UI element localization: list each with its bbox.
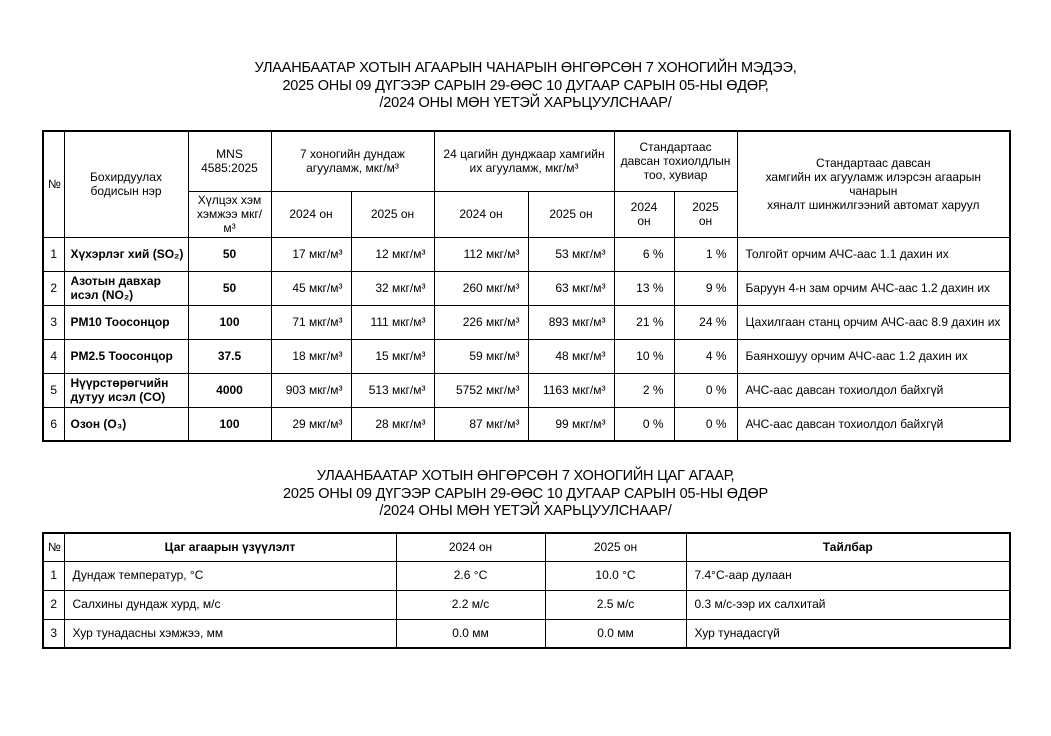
col-header-note: Тайлбар [686, 533, 1010, 561]
cell-max24-2024: 226 мкг/м³ [434, 305, 528, 339]
col-header-year-2024: 2024 он [396, 533, 545, 561]
col-header-pollutant: Бохирдуулах бодисын нэр [64, 131, 188, 237]
cell-limit: 50 [188, 271, 271, 305]
col-header-max24: 24 цагийн дунджаар хамгийн их агууламж, мкг/м³ [434, 131, 614, 191]
cell-avg7-2025: 12 мкг/м³ [351, 237, 434, 271]
col-header-year-2024: 2024 он [434, 191, 528, 237]
table-row [43, 237, 1010, 271]
cell-avg7-2024: 17 мкг/м³ [271, 237, 351, 271]
cell-station: Толгойт орчим АЧС-аас 1.1 дахин их [737, 237, 1010, 271]
cell-limit: 37.5 [188, 339, 271, 373]
col-header-no: № [43, 131, 64, 237]
cell-pollutant: Хүхэрлэг хий (SO₂) [64, 237, 188, 271]
col-header-mns: MNS 4585:2025 [188, 131, 271, 191]
cell-max24-2024: 260 мкг/м³ [434, 271, 528, 305]
cell-no: 5 [43, 373, 64, 407]
cell-indicator: Хур тунадасны хэмжээ, мм [64, 619, 396, 648]
cell-station: АЧС-аас давсан тохиолдол байхгүй [737, 407, 1010, 441]
cell-pct-2024: 13 % [614, 271, 674, 305]
cell-avg7-2024: 29 мкг/м³ [271, 407, 351, 441]
cell-2025-value: 10.0 °С [545, 561, 686, 590]
cell-pct-2025: 1 % [674, 237, 737, 271]
station-header-line: хяналт шинжилгээний автомат харуул [767, 198, 980, 213]
cell-limit: 100 [188, 305, 271, 339]
cell-pct-2024: 6 % [614, 237, 674, 271]
cell-pct-2024: 2 % [614, 373, 674, 407]
air-quality-title [0, 60, 1051, 113]
cell-pct-2024: 10 % [614, 339, 674, 373]
cell-pollutant: PM10 Тоосонцор [64, 305, 188, 339]
cell-pct-2024: 21 % [614, 305, 674, 339]
cell-max24-2025: 53 мкг/м³ [528, 237, 614, 271]
cell-pollutant: Озон (O₃) [64, 407, 188, 441]
cell-2024-value: 0.0 мм [396, 619, 545, 648]
title-line: УЛААНБААТАР ХОТЫН АГААРЫН ЧАНАРЫН ӨНГӨРСӨН 7 ХОНОГИЙН МЭДЭЭ, [254, 60, 797, 76]
cell-2025-value: 0.0 мм [545, 619, 686, 648]
station-header-line: хамгийн их агууламж илэрсэн агаарын чанарын [765, 170, 981, 199]
cell-no: 2 [43, 271, 64, 305]
weather-header-row [43, 533, 1010, 561]
cell-pct-2025: 4 % [674, 339, 737, 373]
cell-pollutant: PM2.5 Тоосонцор [64, 339, 188, 373]
cell-limit: 50 [188, 237, 271, 271]
cell-limit: 100 [188, 407, 271, 441]
air-header-row-1 [43, 131, 1010, 191]
cell-pct-2025: 0 % [674, 373, 737, 407]
station-header-line: Стандартаас давсан [815, 155, 931, 170]
cell-indicator: Дундаж температур, °С [64, 561, 396, 590]
table-row [43, 271, 1010, 305]
title-line: /2024 ОНЫ МӨН ҮЕТЭЙ ХАРЬЦУУЛСНААР/ [379, 503, 672, 519]
title-line: /2024 ОНЫ МӨН ҮЕТЭЙ ХАРЬЦУУЛСНААР/ [379, 95, 672, 111]
cell-max24-2025: 1163 мкг/м³ [528, 373, 614, 407]
air-quality-table [42, 130, 1011, 442]
cell-no: 2 [43, 590, 64, 619]
cell-2025-value: 2.5 м/с [545, 590, 686, 619]
col-header-year-2024: 2024 он [614, 191, 674, 237]
cell-avg7-2024: 903 мкг/м³ [271, 373, 351, 407]
col-header-year-2025: 2025 он [528, 191, 614, 237]
cell-pollutant: Азотын давхар исэл (NO₂) [64, 271, 188, 305]
table-row [43, 619, 1010, 648]
cell-2024-value: 2.6 °С [396, 561, 545, 590]
weather-table [42, 532, 1011, 649]
cell-max24-2024: 112 мкг/м³ [434, 237, 528, 271]
cell-no: 1 [43, 561, 64, 590]
cell-pct-2025: 24 % [674, 305, 737, 339]
table-row [43, 339, 1010, 373]
cell-station: АЧС-аас давсан тохиолдол байхгүй [737, 373, 1010, 407]
cell-max24-2025: 63 мкг/м³ [528, 271, 614, 305]
cell-avg7-2025: 28 мкг/м³ [351, 407, 434, 441]
col-header-year-2024: 2024 он [271, 191, 351, 237]
cell-avg7-2024: 45 мкг/м³ [271, 271, 351, 305]
title-line: 2025 ОНЫ 09 ДҮГЭЭР САРЫН 29-ӨӨС 10 ДУГААР САРЫН 05-НЫ ӨДӨР [282, 485, 769, 502]
col-header-year-2025: 2025 он [545, 533, 686, 561]
cell-max24-2024: 59 мкг/м³ [434, 339, 528, 373]
table-row [43, 561, 1010, 590]
col-header-avg7: 7 хоногийн дундаж агууламж, мкг/м³ [271, 131, 434, 191]
cell-limit: 4000 [188, 373, 271, 407]
cell-no: 3 [43, 619, 64, 648]
col-header-year-2025: 2025 он [674, 191, 737, 237]
cell-avg7-2025: 513 мкг/м³ [351, 373, 434, 407]
cell-station: Цахилгаан станц орчим АЧС-аас 8.9 дахин их [737, 305, 1010, 339]
cell-indicator: Салхины дундаж хурд, м/с [64, 590, 396, 619]
cell-avg7-2025: 32 мкг/м³ [351, 271, 434, 305]
title-line: УЛААНБААТАР ХОТЫН ӨНГӨРСӨН 7 ХОНОГИЙН ЦАГ АГААР, [316, 468, 735, 484]
table-row [43, 373, 1010, 407]
table-row [43, 407, 1010, 441]
cell-no: 4 [43, 339, 64, 373]
title-line: 2025 ОНЫ 09 ДҮГЭЭР САРЫН 29-ӨӨС 10 ДУГААР САРЫН 05-НЫ ӨДӨР, [282, 77, 769, 94]
table-row [43, 590, 1010, 619]
col-header-year-2025: 2025 он [351, 191, 434, 237]
cell-pollutant: Нүүрстөрөгчийн дутуу исэл (CO) [64, 373, 188, 407]
cell-note: Хур тунадасгүй [686, 619, 1010, 648]
col-header-exceed: Стандартаас давсан тохиолдлын тоо, хувиар [614, 131, 737, 191]
cell-no: 1 [43, 237, 64, 271]
col-header-station [737, 131, 1010, 237]
cell-no: 3 [43, 305, 64, 339]
cell-max24-2025: 48 мкг/м³ [528, 339, 614, 373]
col-header-indicator: Цаг агаарын үзүүлэлт [64, 533, 396, 561]
cell-pct-2024: 0 % [614, 407, 674, 441]
col-header-no: № [43, 533, 64, 561]
col-header-limit: Хүлцэх хэм хэмжээ мкг/м³ [188, 191, 271, 237]
cell-station: Баянхошуу орчим АЧС-аас 1.2 дахин их [737, 339, 1010, 373]
cell-avg7-2024: 71 мкг/м³ [271, 305, 351, 339]
weather-title [0, 468, 1051, 521]
cell-max24-2024: 5752 мкг/м³ [434, 373, 528, 407]
cell-avg7-2025: 15 мкг/м³ [351, 339, 434, 373]
cell-note: 7.4°С-аар дулаан [686, 561, 1010, 590]
cell-max24-2025: 893 мкг/м³ [528, 305, 614, 339]
cell-avg7-2025: 111 мкг/м³ [351, 305, 434, 339]
cell-note: 0.3 м/с-ээр их салхитай [686, 590, 1010, 619]
cell-pct-2025: 9 % [674, 271, 737, 305]
cell-no: 6 [43, 407, 64, 441]
cell-station: Баруун 4-н зам орчим АЧС-аас 1.2 дахин их [737, 271, 1010, 305]
cell-max24-2024: 87 мкг/м³ [434, 407, 528, 441]
cell-pct-2025: 0 % [674, 407, 737, 441]
cell-avg7-2024: 18 мкг/м³ [271, 339, 351, 373]
cell-max24-2025: 99 мкг/м³ [528, 407, 614, 441]
cell-2024-value: 2.2 м/с [396, 590, 545, 619]
table-row [43, 305, 1010, 339]
